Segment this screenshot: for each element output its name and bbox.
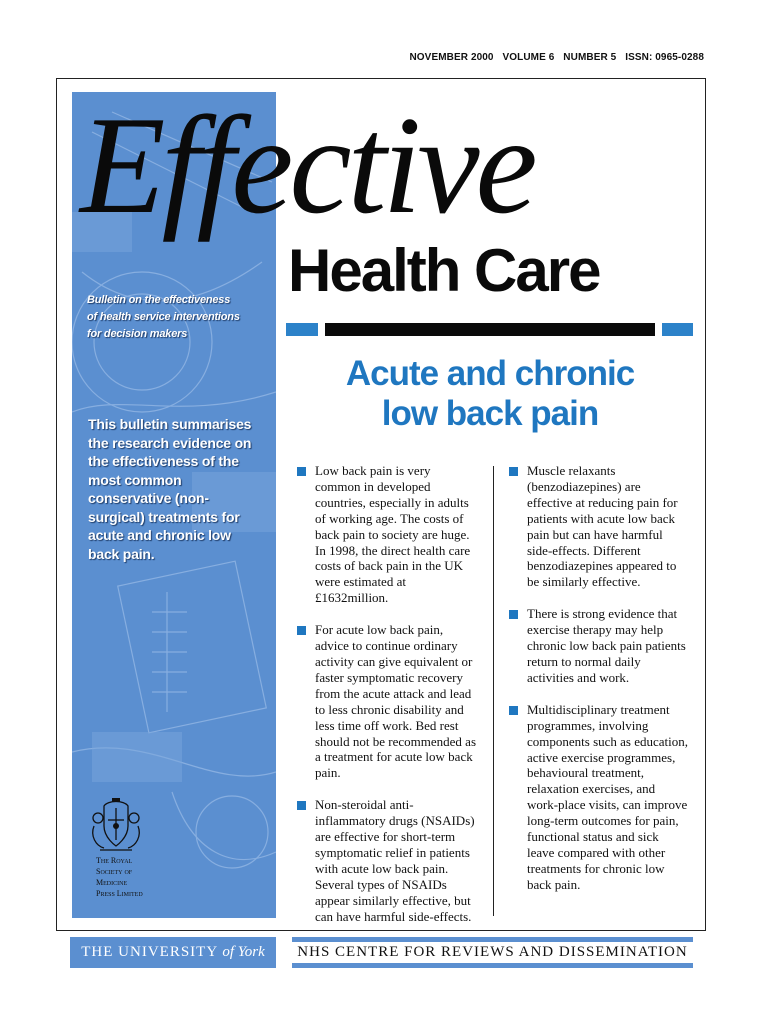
issue-issn: ISSN: 0965-0288 <box>625 52 704 63</box>
footer-rule-bottom <box>292 963 693 968</box>
bullet-text: There is strong evidence that exercise therapy may help chronic low back pain patients return to normal daily activities and work. <box>527 606 686 685</box>
bullet-item <box>297 463 477 606</box>
column-divider <box>493 466 494 916</box>
bullet-square-icon <box>509 706 518 715</box>
bullet-column-right <box>509 463 689 909</box>
page-headline <box>290 354 690 434</box>
headline-line: Acute and chronic <box>345 354 635 393</box>
masthead-title-effective: Effective <box>80 88 534 243</box>
university-of-york-logo <box>70 937 276 968</box>
publisher-line: Medicine <box>96 878 128 887</box>
bulletin-summary: This bulletin summarises the research evidence on the effectiveness of the most common conservative (non-surgical) treatments for acute and chronic low back pain. <box>88 416 252 562</box>
bullet-square-icon <box>509 610 518 619</box>
royal-society-crest-icon <box>86 796 146 856</box>
subtitle-line: of health service interventions <box>87 311 240 323</box>
bullet-item <box>509 702 689 893</box>
subtitle-line: Bulletin on the effectiveness <box>87 294 231 306</box>
bullet-square-icon <box>297 467 306 476</box>
issue-info <box>403 52 704 63</box>
bullet-square-icon <box>509 467 518 476</box>
masthead-title-health-care: Health Care <box>288 237 600 304</box>
university-name: THE UNIVERSITY <box>81 944 218 960</box>
bulletin-subtitle <box>87 292 267 343</box>
issue-volume: VOLUME 6 <box>502 52 555 63</box>
bullet-square-icon <box>297 626 306 635</box>
issue-date: NOVEMBER 2000 <box>409 52 494 63</box>
rule-main <box>325 323 655 336</box>
rule-accent-right <box>662 323 693 336</box>
publisher-line: The Royal <box>96 856 133 865</box>
issue-number: NUMBER 5 <box>563 52 617 63</box>
subtitle-line: for decision makers <box>87 328 188 340</box>
publisher-name <box>96 855 156 899</box>
headline-line: low back pain <box>381 394 599 433</box>
centre-name: NHS CENTRE FOR REVIEWS AND DISSEMINATION <box>297 944 688 960</box>
bullet-column-left <box>297 463 477 940</box>
bullet-item <box>297 797 477 924</box>
publisher-line: Society of <box>96 867 133 876</box>
rule-accent-left <box>286 323 318 336</box>
bullet-item <box>509 463 689 590</box>
publisher-line: Press Limited <box>96 889 143 898</box>
bullet-text: Multidisciplinary treatment programmes, involving components such as education, active exercise programmes, behavioural treatment, relaxation exercises, and work-place visits, can improve long-term outcomes for pain, functional status and sick leave compared with other treatments for chronic low back pain. <box>527 701 689 892</box>
bullet-text: Low back pain is very common in developed countries, especially in adults of working age. The costs of back pain to society are huge. In 1998, the direct health care costs of back pain in the UK were estimated at £1632million. <box>315 463 471 606</box>
university-of-york-script: of York <box>222 944 265 960</box>
bullet-text: Non-steroidal anti-inflammatory drugs (NSAIDs) are effective for short-term symptomatic relief in patients with acute low back pain. Several types of NSAIDs appear similarly effective, but can have harmful side-effects. <box>315 797 475 924</box>
bullet-item <box>509 606 689 686</box>
bullet-text: Muscle relaxants (benzodiazepines) are effective at reducing pain for patients with acute low back pain but can have harmful side-effects. Different benzodiazepines appeared to be similarly effective. <box>527 463 678 590</box>
bullet-item <box>297 622 477 781</box>
bullet-square-icon <box>297 801 306 810</box>
bullet-text: For acute low back pain, advice to continue ordinary activity can give equivalent or faster symptomatic recovery from the acute attack and lead to less chronic disability and less time off work. Bed rest should not be recommended as a treatment for acute low back pain. <box>315 622 477 781</box>
